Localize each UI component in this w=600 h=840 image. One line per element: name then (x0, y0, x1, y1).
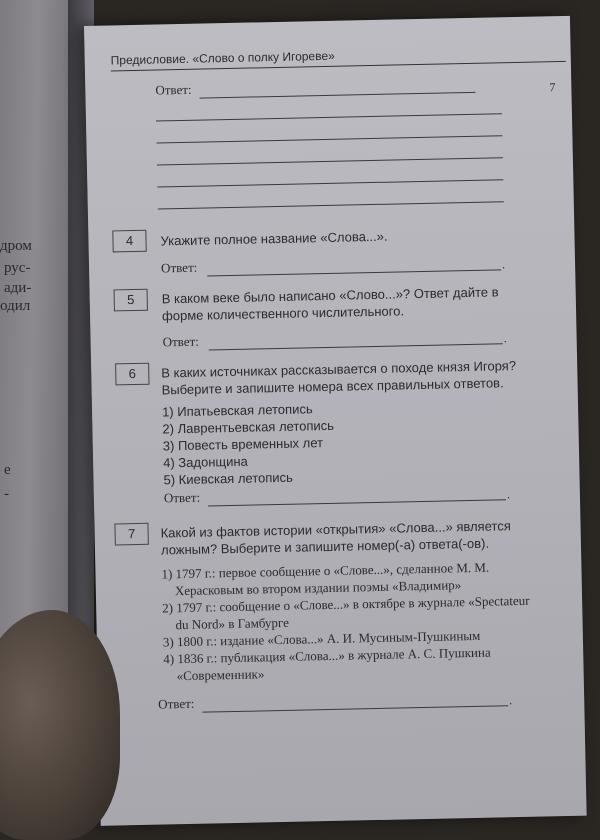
answer-line[interactable] (200, 92, 476, 99)
left-page-text: ади- (4, 280, 32, 296)
answer-option[interactable]: 4) 1836 г.: публикация «Слова...» в журнале А. С. Пушкина «Современник» (163, 644, 491, 684)
answer-label: Ответ: (163, 489, 201, 506)
answer-option[interactable]: 3) 1800 г.: издание «Слова...» А. И. Мусиным-Пушкиным (162, 627, 481, 650)
answer-label: Ответ: (158, 695, 195, 712)
answer-label: Ответ: (162, 333, 199, 350)
question-number-box: 6 (115, 363, 149, 386)
question-text: В каких источниках рассказывается о походе князя Игоря? Выберите и запишите номера всех правильных ответов. (161, 358, 517, 398)
period-mark: . (509, 693, 513, 708)
answer-label: Ответ: (160, 259, 198, 276)
left-page-text: - (4, 486, 9, 502)
answer-line[interactable] (156, 113, 502, 121)
answer-line[interactable] (156, 135, 502, 143)
left-page-text: дром (0, 238, 32, 254)
answer-option[interactable]: 1) 1797 г.: первое сообщение о «Слове...», сделанное М. М. Херасковым во втором издании поэмы «Владимир» (161, 559, 490, 599)
left-page-text: рус- (4, 260, 31, 276)
answer-line[interactable] (158, 201, 504, 209)
answer-line[interactable] (157, 179, 503, 187)
question-number-box: 4 (112, 230, 146, 253)
question-text: Укажите полное название «Слова...». (160, 228, 388, 249)
answer-field[interactable] (202, 705, 508, 712)
answer-option[interactable]: 5) Киевская летопись (163, 469, 294, 488)
question-number-box: 5 (114, 289, 148, 312)
answer-option[interactable]: 2) Лаврентьевская летопись (162, 417, 335, 437)
question-text: В каком веке было написано «Слово...»? Ответ дайте в форме количественного числительного. (161, 284, 499, 324)
question-text: Какой из фактов истории «открытия» «Слова...» является ложным? Выберите и запишите номер(-а) ответа(-ов). (160, 518, 511, 558)
question-number-box: 7 (114, 523, 148, 546)
answer-option[interactable]: 4) Задонщина (163, 453, 248, 471)
answer-field[interactable] (209, 343, 503, 350)
period-mark: . (506, 487, 511, 502)
answer-field[interactable] (208, 499, 506, 506)
page-number: 7 (549, 80, 556, 95)
left-page-text: одил (0, 298, 31, 314)
workbook-page (84, 16, 587, 826)
answer-field[interactable] (207, 269, 501, 276)
answer-options (161, 558, 533, 685)
answer-line[interactable] (157, 157, 503, 165)
answer-options (162, 396, 504, 488)
running-title: Предисловие. «Слово о полку Игореве» (111, 44, 566, 72)
answer-option[interactable]: 3) Повесть временных лет (162, 435, 324, 454)
left-page-text: е (4, 462, 11, 478)
answer-option[interactable]: 2) 1797 г.: сообщение о «Слове...» в октябре в журнале «Spectateur du Nord» в Гамбурге (162, 592, 530, 633)
answer-label: Ответ: (155, 81, 192, 98)
answer-option[interactable]: 1) Ипатьевская летопись (161, 401, 313, 420)
period-mark: . (501, 257, 506, 272)
hand-holding-book (0, 610, 120, 840)
period-mark: . (503, 331, 507, 346)
